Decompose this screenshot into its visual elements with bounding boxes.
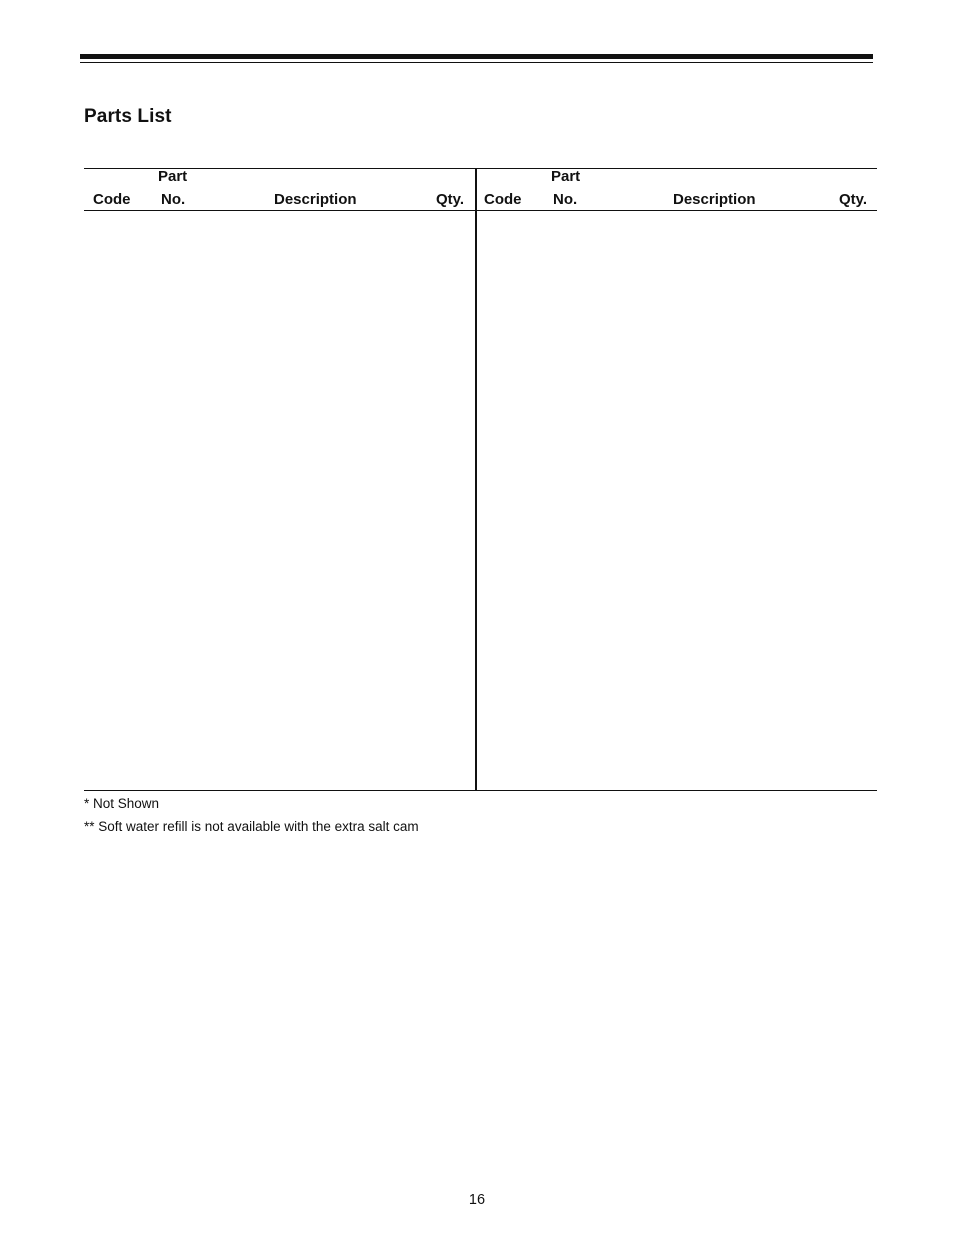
footnote-not-shown: * Not Shown: [84, 796, 160, 811]
parts-table: [84, 168, 877, 791]
left-header-qty: Qty.: [436, 191, 465, 208]
page-number: 16: [468, 1192, 486, 1208]
left-header-description: Description: [274, 191, 357, 208]
left-header-part: Part: [158, 168, 188, 185]
table-top-border: [84, 168, 877, 169]
right-header-description: Description: [673, 191, 756, 208]
right-header-code: Code: [484, 191, 522, 208]
right-header-qty: Qty.: [839, 191, 868, 208]
table-center-divider: [475, 168, 477, 791]
left-header-code: Code: [93, 191, 131, 208]
footnote-soft-water-refill: ** Soft water refill is not available with the extra salt cam: [84, 819, 419, 834]
left-header-no: No.: [161, 191, 186, 208]
table-header-divider: [84, 210, 877, 211]
header-rule-thin: [80, 62, 873, 63]
right-header-no: No.: [553, 191, 578, 208]
header-rule-thick: [80, 54, 873, 59]
table-bottom-border: [84, 790, 877, 791]
right-header-part: Part: [551, 168, 581, 185]
page-title: Parts List: [84, 106, 172, 127]
